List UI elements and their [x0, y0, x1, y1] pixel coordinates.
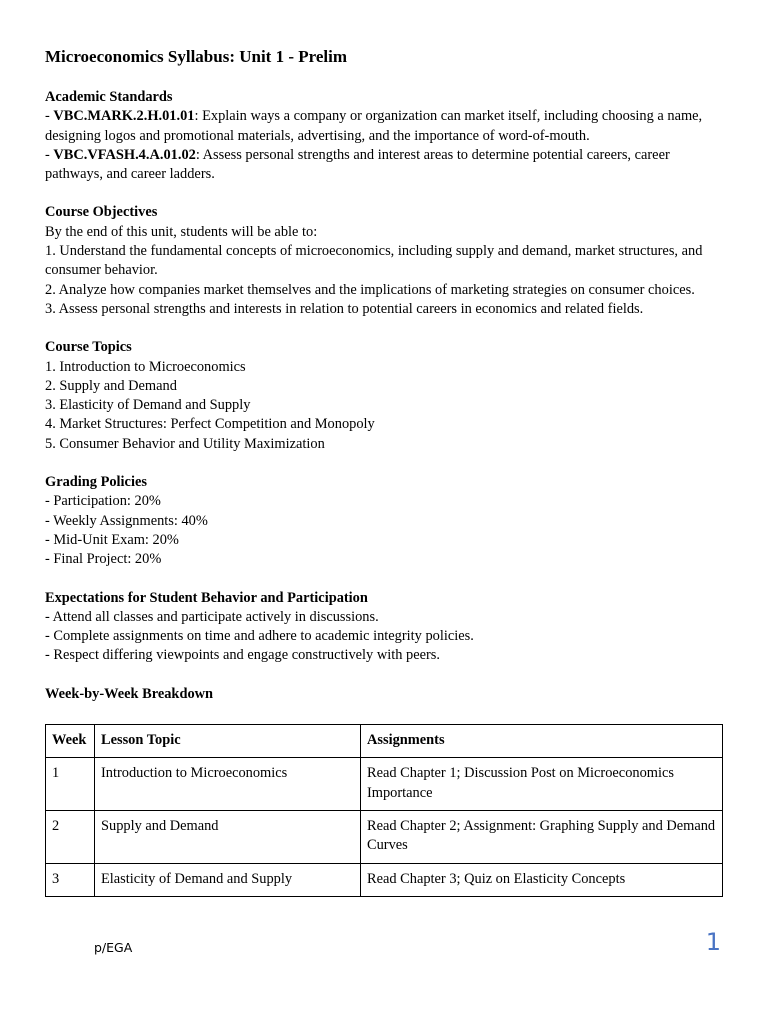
cell-lesson-topic: Elasticity of Demand and Supply — [95, 863, 361, 896]
cell-week: 3 — [46, 863, 95, 896]
expectation-item: - Respect differing viewpoints and engage constructively with peers. — [45, 647, 440, 664]
cell-assignments: Read Chapter 3; Quiz on Elasticity Concepts — [361, 863, 723, 896]
standard-prefix: - — [45, 108, 54, 125]
section-heading: Academic Standards — [45, 89, 173, 105]
cell-assignments: Read Chapter 1; Discussion Post on Microeconomics Importance — [361, 758, 723, 811]
topic-item: 3. Elasticity of Demand and Supply — [45, 397, 251, 414]
objective-item: 3. Assess personal strengths and interests in relation to potential careers in economics and related fields. — [45, 300, 644, 317]
footer-label: p/EGA — [94, 940, 133, 955]
section-heading: Expectations for Student Behavior and Participation — [45, 589, 368, 606]
topic-item: 5. Consumer Behavior and Utility Maximization — [45, 435, 325, 452]
page-title: Microeconomics Syllabus: Unit 1 - Prelim — [45, 47, 348, 66]
objective-item: 1. Understand the fundamental concepts of microeconomics, including supply and demand, market structures, and consumer behavior. — [45, 243, 703, 279]
standard-item — [45, 107, 723, 146]
table-header-row — [46, 725, 723, 758]
standard-text: : Explain ways a company or organization can market itself, including choosing a name, designing logos and promotional materials, advertising, and the importance of word-of-mouth. — [45, 108, 703, 144]
expectations-section — [45, 589, 723, 666]
table-row — [46, 863, 723, 896]
standard-prefix: - — [45, 146, 54, 163]
objective-item: 2. Analyze how companies market themselves and the implications of marketing strategies on consumer choices. — [45, 281, 695, 298]
grading-item: - Mid-Unit Exam: 20% — [45, 531, 179, 548]
cell-assignments: Read Chapter 2; Assignment: Graphing Supply and Demand Curves — [361, 810, 723, 863]
grading-item: - Weekly Assignments: 40% — [45, 512, 208, 529]
standard-code: VBC.MARK.2.H.01.01 — [53, 108, 195, 125]
grading-policies-section — [45, 473, 723, 569]
week-breakdown-table — [45, 724, 723, 897]
cell-lesson-topic: Introduction to Microeconomics — [95, 758, 361, 811]
section-heading: Grading Policies — [45, 474, 147, 491]
topic-item: 2. Supply and Demand — [45, 377, 177, 394]
cell-week: 2 — [46, 810, 95, 863]
section-heading: Course Objectives — [45, 204, 158, 221]
column-header-lesson-topic: Lesson Topic — [95, 725, 361, 758]
section-heading: Course Topics — [45, 339, 132, 356]
cell-week: 1 — [46, 758, 95, 811]
standard-code: VBC.VFASH.4.A.01.02 — [53, 146, 196, 163]
column-header-assignments: Assignments — [361, 725, 723, 758]
document-page — [45, 45, 723, 897]
grading-item: - Final Project: 20% — [45, 551, 162, 568]
course-topics-section — [45, 338, 723, 454]
cell-lesson-topic: Supply and Demand — [95, 810, 361, 863]
topic-item: 1. Introduction to Microeconomics — [45, 358, 246, 375]
section-heading: Week-by-Week Breakdown — [45, 685, 214, 702]
grading-item: - Participation: 20% — [45, 493, 161, 510]
academic-standards-section — [45, 88, 723, 184]
objectives-intro: By the end of this unit, students will be able to: — [45, 223, 318, 240]
expectation-item: - Attend all classes and participate actively in discussions. — [45, 608, 379, 625]
column-header-week: Week — [46, 725, 95, 758]
topic-item: 4. Market Structures: Perfect Competition and Monopoly — [45, 416, 375, 433]
table-row — [46, 810, 723, 863]
page-number: 1 — [705, 928, 721, 956]
standard-text: : Assess personal strengths and interest areas to determine potential careers, career pathways, and career ladders. — [45, 146, 670, 183]
course-objectives-section — [45, 203, 723, 319]
expectation-item: - Complete assignments on time and adhere to academic integrity policies. — [45, 628, 474, 645]
standard-item — [45, 146, 723, 185]
breakdown-section — [45, 685, 723, 897]
table-row — [46, 758, 723, 811]
